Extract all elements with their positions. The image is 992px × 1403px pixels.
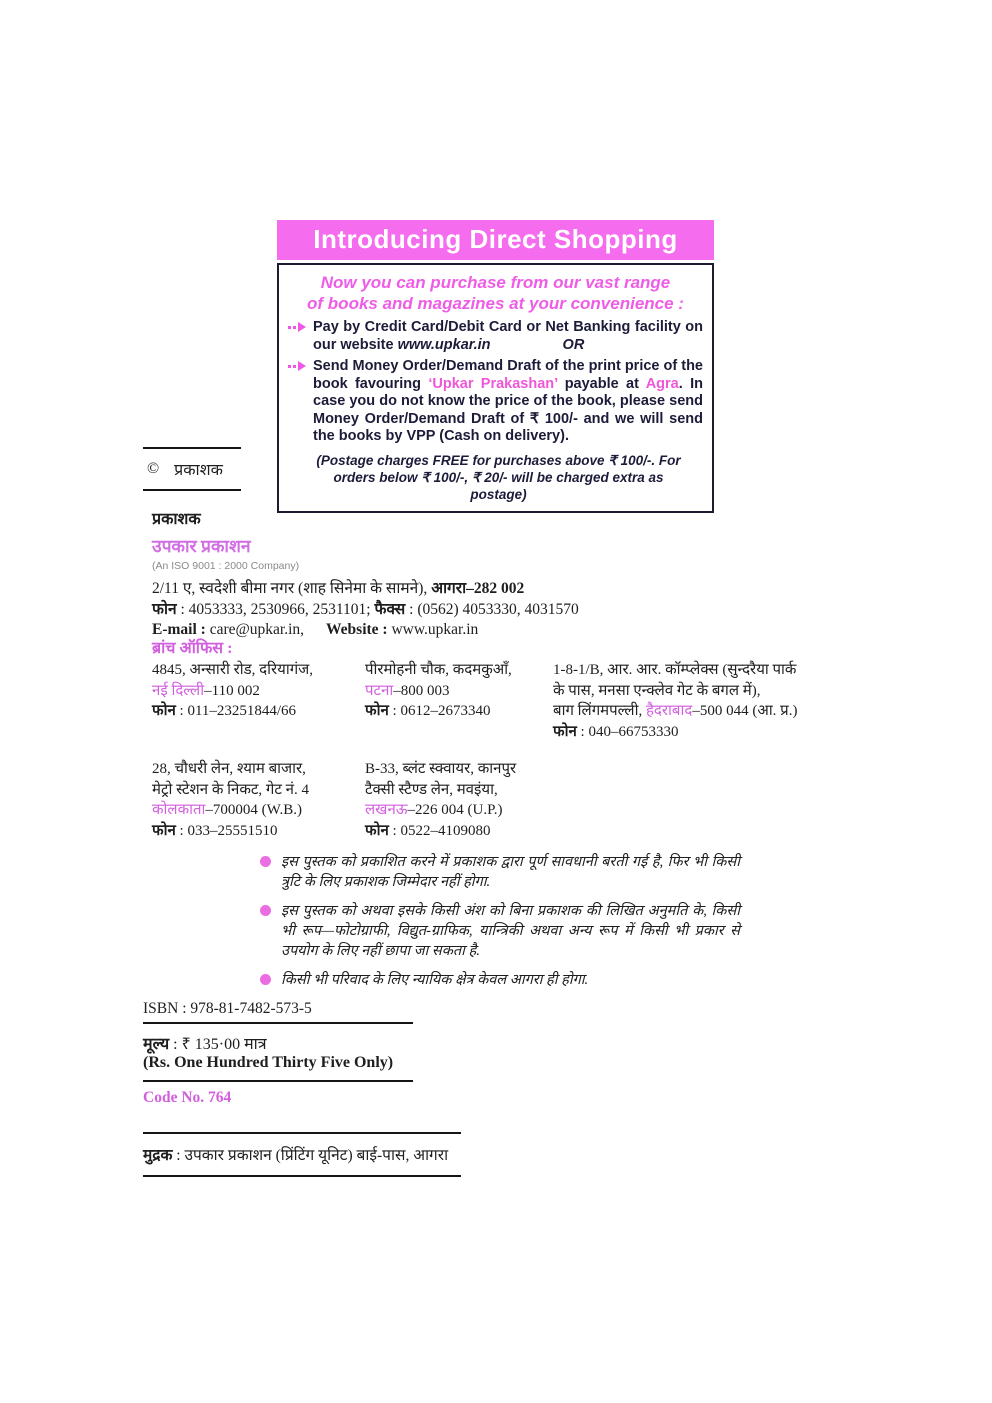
- branch-phone-line: [365, 821, 553, 842]
- disclaimer-item: [260, 970, 740, 990]
- payment-point-moneyorder: [288, 358, 703, 446]
- branch-city-line: [152, 681, 365, 702]
- email-label: E-mail :: [152, 621, 206, 638]
- publisher-heading: प्रकाशक: [152, 511, 201, 528]
- disclaimer-item: [260, 901, 740, 961]
- publisher-name-highlight: ‘Upkar Prakashan’: [428, 375, 558, 392]
- branch-address-line: B-33, ब्लंट स्क्वायर, कानपुर: [365, 761, 517, 777]
- address-city: आगरा–282 002: [431, 580, 525, 597]
- city-highlight: Agra: [645, 375, 679, 392]
- branch-city: कोलकाता: [152, 802, 206, 818]
- branch-pincode: –110 002: [204, 682, 260, 699]
- branch-city: नई दिल्ली: [152, 682, 205, 699]
- publisher-name: उपकार प्रकाशन: [152, 536, 251, 556]
- moneyorder-text-1: Send Money Order/Demand Draft of the print price of the book favouring: [313, 358, 703, 392]
- pay-text: Pay by Credit Card/Debit Card or Net Banking facility on our website: [313, 319, 703, 353]
- bullet-icon: [260, 905, 271, 916]
- branch-city: लखनऊ: [365, 802, 408, 818]
- branch-pincode: –700004 (W.B.): [205, 802, 302, 818]
- payment-point-text: [313, 319, 703, 354]
- moneyorder-text-2: payable at: [557, 375, 646, 392]
- publisher-phone-line: [152, 600, 712, 621]
- branch-city-line: [553, 701, 857, 722]
- branch-phone-number: : 011–23251844/66: [175, 703, 297, 719]
- branch-city-line: [365, 800, 553, 821]
- branch-address-line: 1-8-1/B, आर. आर. कॉम्प्लेक्स (सुन्दरैया पार्क: [553, 662, 797, 678]
- printer-label: मुद्रक: [143, 1147, 173, 1164]
- dashed-arrow-icon: [288, 361, 306, 372]
- isbn-text: ISBN : 978-81-7482-573-5: [143, 1000, 312, 1017]
- payment-point-card: [288, 319, 703, 354]
- branch-pincode: –800 003: [393, 682, 450, 699]
- branch-offices-grid: [152, 660, 857, 841]
- price-value: : ₹ 135·00 मात्र: [169, 1036, 267, 1053]
- copyright-box: [143, 447, 241, 491]
- branch-city: हैदराबाद: [645, 703, 693, 719]
- website-label: Website :: [326, 621, 388, 638]
- fax-numbers: : (0562) 4053330, 4031570: [405, 600, 579, 618]
- bullet-icon: [260, 974, 271, 985]
- branch-phone-label: फोन: [365, 703, 389, 719]
- dashed-arrow-icon: [288, 322, 306, 333]
- branch-phone-line: [152, 821, 365, 842]
- branch-phone-number: : 0522–4109080: [388, 822, 491, 839]
- direct-shopping-banner: [277, 220, 714, 513]
- price-label: मूल्य: [143, 1036, 170, 1053]
- branch-phone-label: फोन: [152, 703, 176, 719]
- branch-phone-number: : 033–25551510: [175, 822, 278, 839]
- address-text: 2/11 ए, स्वदेशी बीमा नगर (शाह सिनेमा के सामने),: [152, 580, 432, 597]
- website-url: www.upkar.in: [397, 336, 491, 353]
- branch-city-prefix: बाग लिंगमपल्ली,: [553, 703, 646, 719]
- branch-phone-line: [553, 722, 857, 743]
- iso-certification-note: (An ISO 9001 : 2000 Company): [152, 560, 300, 572]
- branch-address-line: टैक्सी स्टैण्ड लेन, मवइंया,: [365, 781, 498, 798]
- banner-subtitle-line2: of books and magazines at your convenience :: [307, 294, 684, 313]
- banner-subtitle: [288, 272, 703, 314]
- disclaimer-text: इस पुस्तक को प्रकाशित करने में प्रकाशक द्वारा पूर्ण सावधानी बरती गई है, फिर भी किसी त्रुटि के लिए प्रकाशक जिम्मेदार नहीं होगा.: [281, 854, 740, 890]
- branch-phone-number: : 0612–2673340: [388, 703, 491, 719]
- branch-address-line: के पास, मनसा एन्क्लेव गेट के बगल में),: [553, 682, 761, 699]
- branch-phone-number: : 040–66753330: [576, 723, 679, 740]
- or-label: OR: [562, 336, 585, 353]
- disclaimer-list: [260, 852, 740, 999]
- branch-patna: [365, 660, 553, 742]
- branch-hyderabad: [553, 660, 857, 742]
- publisher-address: [152, 579, 712, 600]
- publisher-email-line: [152, 620, 712, 641]
- bullet-icon: [260, 856, 271, 867]
- price-in-words: (Rs. One Hundred Thirty Five Only): [143, 1054, 394, 1071]
- branch-phone-label: फोन: [553, 723, 577, 740]
- branch-lucknow: [365, 759, 553, 841]
- moneyorder-text-3: . In case you do not know the price of the book, please send Money Order/Demand Draft of ₹ 100/- and we will send the books by VPP (Cash on delivery).: [313, 375, 703, 444]
- email-value: care@upkar.in,: [205, 621, 305, 638]
- fax-label: फैक्स: [374, 600, 406, 618]
- banner-title: Introducing Direct Shopping: [277, 220, 714, 260]
- branch-city: पटना: [365, 682, 394, 699]
- branch-pincode: –500 044 (आ. प्र.): [692, 703, 798, 719]
- branch-address-line: 4845, अन्सारी रोड, दरियागंज,: [152, 662, 314, 678]
- banner-subtitle-line1: Now you can purchase from our vast range: [320, 273, 671, 292]
- branch-phone-label: फोन: [152, 822, 176, 839]
- branch-phone-label: फोन: [365, 822, 389, 839]
- branch-address-line: मेट्रो स्टेशन के निकट, गेट नं. 4: [152, 781, 309, 798]
- banner-body: [277, 263, 714, 513]
- branch-kolkata: [152, 759, 365, 841]
- phone-numbers: : 4053333, 2530966, 2531101;: [176, 600, 375, 618]
- phone-label: फोन: [152, 600, 177, 618]
- website-value: www.upkar.in: [387, 621, 479, 638]
- branch-pincode: –226 004 (U.P.): [407, 802, 503, 818]
- moneyorder-point-text: [313, 358, 703, 446]
- branch-phone-line: [152, 701, 365, 722]
- copyright-symbol: ©: [147, 460, 160, 477]
- disclaimer-text: किसी भी परिवाद के लिए न्यायिक क्षेत्र केवल आगरा ही होगा.: [281, 972, 589, 988]
- branch-address-line: पीरमोहनी चौक, कदमकुआँ,: [365, 662, 512, 678]
- printer-box: [143, 1132, 461, 1177]
- printer-value: : उपकार प्रकाशन (प्रिंटिंग यूनिट) बाई-पास, आगरा: [172, 1147, 449, 1164]
- branch-phone-line: [365, 701, 553, 722]
- code-number: Code No. 764: [143, 1089, 232, 1106]
- branch-city-line: [365, 681, 553, 702]
- branch-city-line: [152, 800, 365, 821]
- branch-address-line: 28, चौधरी लेन, श्याम बाजार,: [152, 761, 306, 777]
- divider: [143, 1022, 413, 1024]
- disclaimer-text: इस पुस्तक को अथवा इसके किसी अंश को बिना प्रकाशक की लिखित अनुमति के, किसी भी रूप—फोटोग्राफी, विद्युत-ग्राफिक, यान्त्रिकी अथवा अन्य रूप में किसी भी प्रकार से उपयोग के लिए नहीं छापा जा सकता है.: [281, 903, 740, 959]
- price-line: [143, 1032, 267, 1054]
- branch-offices-heading: ब्रांच ऑफिस :: [152, 640, 233, 657]
- branch-delhi: [152, 660, 365, 742]
- postage-note: (Postage charges FREE for purchases above ₹ 100/-. For orders below ₹ 100/-, ₹ 20/- will be charged extra as postage): [316, 452, 681, 502]
- disclaimer-item: [260, 852, 740, 892]
- publisher-section: [152, 507, 712, 641]
- divider: [143, 1080, 413, 1082]
- copyright-label: प्रकाशक: [174, 462, 223, 479]
